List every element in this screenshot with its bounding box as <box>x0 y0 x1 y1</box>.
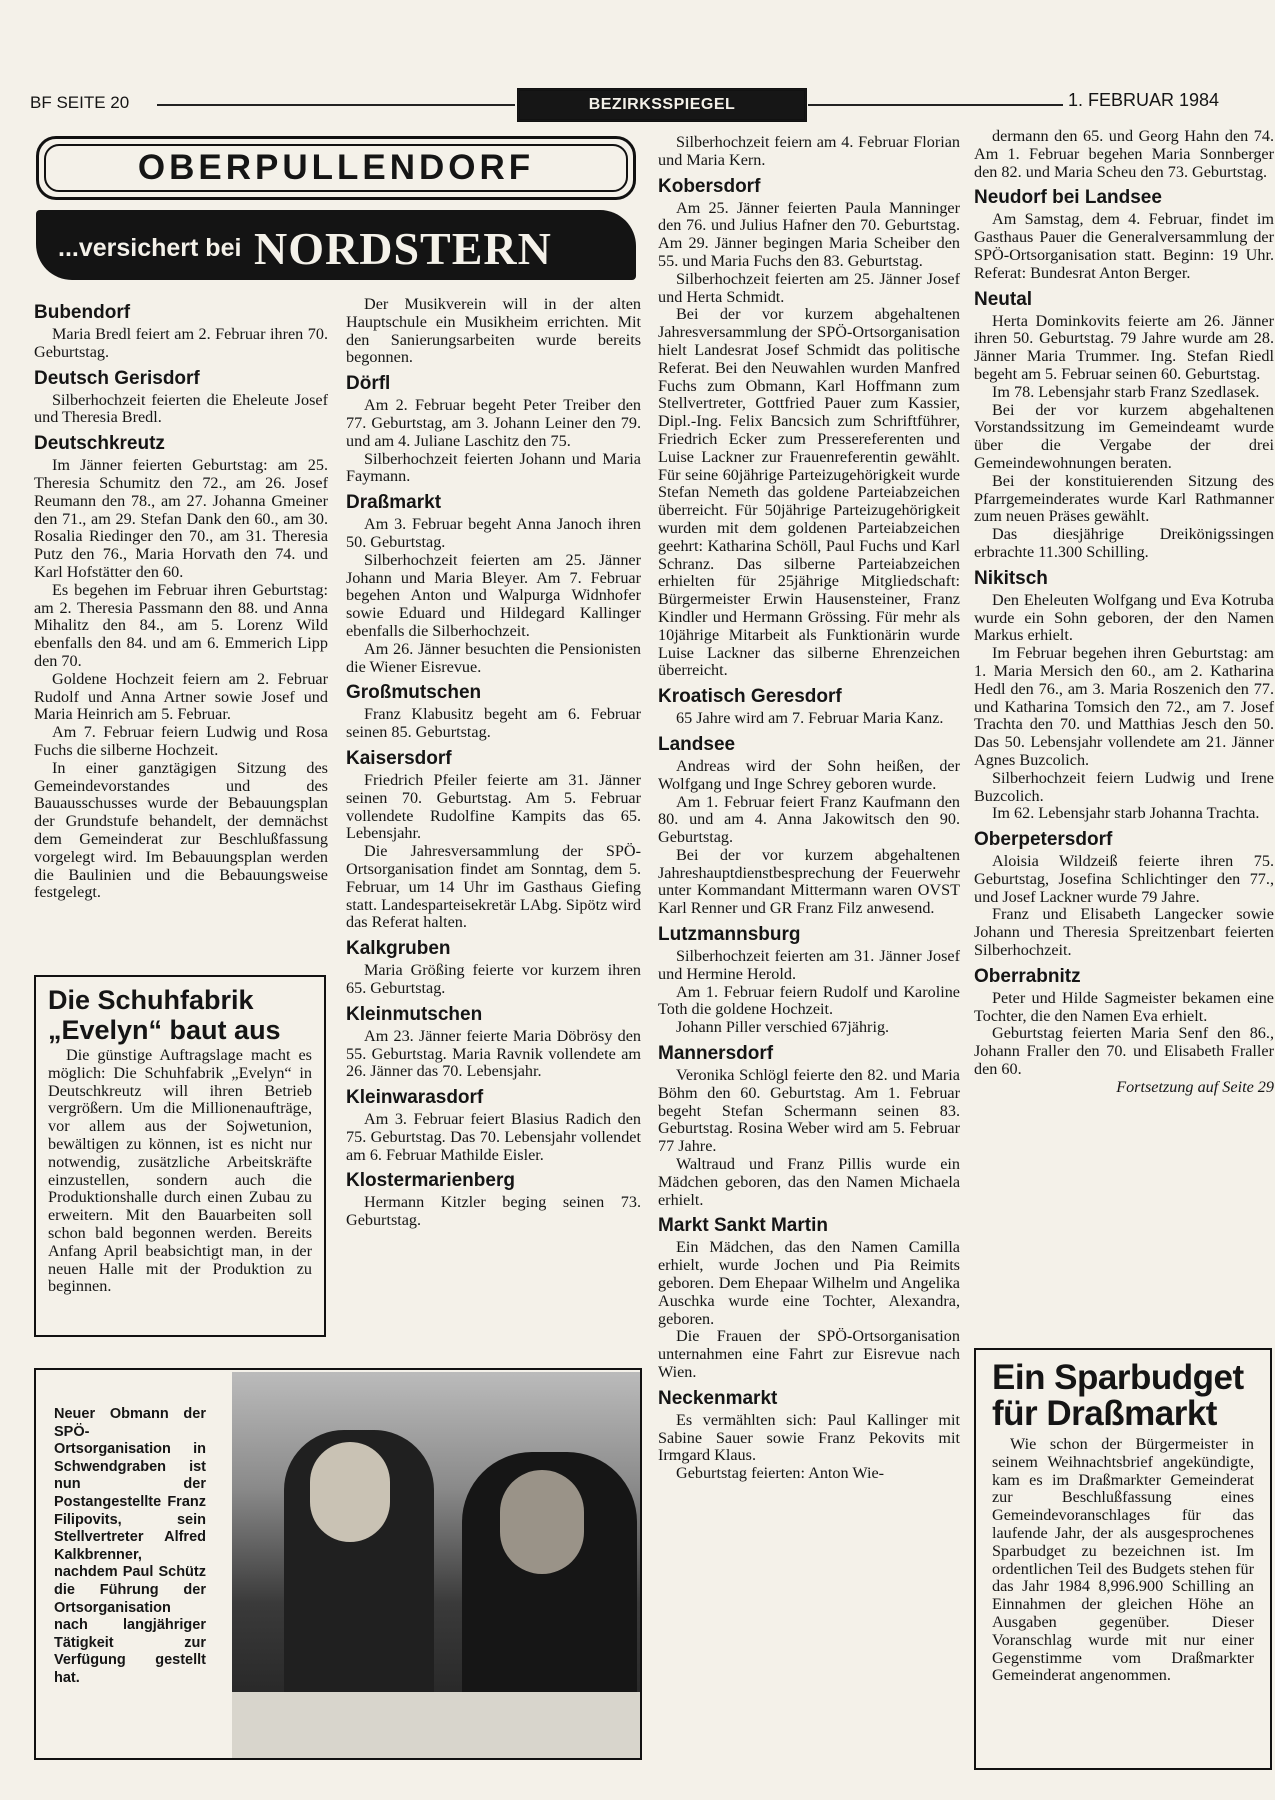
news-paragraph: Bei der vor kurzem abgehaltenen Vorstandssitzung im Gemeindeamt wurde über die Vergabe der drei Gemeindewohnungen beraten. <box>974 400 1274 472</box>
column-3 <box>658 134 960 1483</box>
district-title: OBERPULLENDORF <box>36 136 636 200</box>
locality-heading: Kaisersdorf <box>346 747 452 769</box>
photo-face-right <box>500 1470 584 1574</box>
locality-heading: Großmutschen <box>346 682 482 704</box>
news-paragraph: Im Februar begehen ihren Geburtstag: am 1. Maria Mersich den 60., am 2. Katharina Hedl den 76., am 3. Maria Roszenich den 77. und Katharina Tomsich den 72., am 7. Josef Trachta den 70. und Matthias Jesch den 50. Das 50. Lebensjahr vollendete am 21. Jänner Agnes Buzcolich. <box>974 644 1274 769</box>
header-rule-right <box>808 104 1063 106</box>
photo-table <box>232 1692 640 1758</box>
locality-heading: Dörfl <box>346 373 391 395</box>
locality-heading: Kobersdorf <box>658 175 761 197</box>
news-paragraph: Hermann Kitzler beging seinen 73. Geburtstag. <box>346 1193 641 1230</box>
locality-heading: Klostermarienberg <box>346 1170 515 1192</box>
news-paragraph: Silberhochzeit feiern Ludwig und Irene Buzcolich. <box>974 768 1274 805</box>
news-paragraph: Silberhochzeit feiern am 4. Februar Florian und Maria Kern. <box>658 133 960 169</box>
news-paragraph: Im 78. Lebensjahr starb Franz Szedlasek. <box>992 382 1260 401</box>
news-paragraph: Es begehen im Februar ihren Geburtstag: am 2. Theresia Passmann den 88. und Anna Mihalitz den 84., am 5. Lorenz Wild ebenfalls den 84. und am 6. Emmerich Lipp den 70. <box>34 580 328 670</box>
locality-heading: Deutsch Gerisdorf <box>34 367 200 389</box>
news-paragraph: Goldene Hochzeit feiern am 2. Februar Rudolf und Anna Artner sowie Josef und Maria Heinrich am 5. Februar. <box>34 669 328 724</box>
news-paragraph: Der Musikverein will in der alten Hauptschule ein Musikheim errichten. Mit den Sanierungsarbeiten wurde bereits begonnen. <box>346 295 641 367</box>
news-paragraph: Andreas wird der Sohn heißen, der Wolfgang und Inge Schrey geboren wurde. <box>658 756 960 793</box>
photo-box <box>34 1368 642 1760</box>
issue-date: 1. FEBRUAR 1984 <box>1068 90 1220 110</box>
locality-heading: Neutal <box>974 288 1033 310</box>
locality-heading: Oberrabnitz <box>974 965 1081 987</box>
header-rule-left <box>157 104 515 106</box>
news-paragraph: Am Samstag, dem 4. Februar, findet im Gasthaus Pauer die Generalversammlung der SPÖ-Ortsorganisation statt. Beginn: 19 Uhr. Referat: Bundesrat Anton Berger. <box>974 210 1274 282</box>
section-label: BEZIRKSSPIEGEL <box>517 88 807 122</box>
banner-prefix: ...versichert bei <box>58 234 242 262</box>
news-paragraph: Den Eheleuten Wolfgang und Eva Kotruba wurde ein Sohn geboren, der den Namen Markus erhielt. <box>974 590 1274 645</box>
news-paragraph: Am 3. Februar begeht Anna Janoch ihren 50. Geburtstag. <box>346 515 641 551</box>
news-paragraph: Am 26. Jänner besuchten die Pensionisten die Wiener Eisrevue. <box>346 639 641 676</box>
locality-heading: Lutzmannsburg <box>658 924 801 946</box>
locality-heading: Draßmarkt <box>346 492 442 514</box>
news-paragraph: Waltraud und Franz Pillis wurde ein Mädchen geboren, das den Namen Michaela erhielt. <box>658 1155 960 1209</box>
news-paragraph: Ein Mädchen, das den Namen Camilla erhielt, wurde Jochen und Pia Reimits geboren. Dem Ehepaar Wilhelm und Angelika Auschka wurde eine Tochter, Alexandra, geboren. <box>658 1238 960 1328</box>
continuation-note: Fortsetzung auf Seite 29 <box>1116 1077 1274 1096</box>
news-paragraph: In einer ganztägigen Sitzung des Gemeindevorstandes und des Bauausschusses wurde der Bebauungsplan der Grundstufe behandelt, der demnächst dem Gemeinderat zur Beschlußfassung vorgelegt wird. Im Bebauungsplan werden die Baulinien und die Bebauungsweise festgelegt. <box>34 758 328 902</box>
news-paragraph: Franz und Elisabeth Langecker sowie Johann und Theresia Spreitzenbart feierten Silberhochzeit. <box>974 905 1274 960</box>
column-1 <box>34 296 328 902</box>
news-paragraph: Die Frauen der SPÖ-Ortsorganisation unternahmen eine Fahrt zur Eisrevue nach Wien. <box>658 1327 960 1382</box>
locality-heading: Kroatisch Geresdorf <box>658 686 842 708</box>
sponsor-banner <box>36 210 636 280</box>
news-paragraph: Das diesjährige Dreikönigssingen erbrachte 11.300 Schilling. <box>974 525 1274 561</box>
news-paragraph: Im 62. Lebensjahr starb Johanna Trachta. <box>992 804 1260 823</box>
locality-heading: Landsee <box>658 733 736 755</box>
news-paragraph: dermann den 65. und Georg Hahn den 74. Am 1. Februar begehen Maria Sonnberger den 82. und Maria Scheu den 73. Geburtstag. <box>974 127 1274 181</box>
news-paragraph: Am 7. Februar feiern Ludwig und Rosa Fuchs die silberne Hochzeit. <box>34 723 328 759</box>
news-paragraph: Am 3. Februar feiert Blasius Radich den 75. Geburtstag. Das 70. Lebensjahr vollendet am 6. Februar Mathilde Eisler. <box>346 1110 641 1164</box>
news-paragraph: Geburtstag feierten: Anton Wie- <box>676 1464 885 1483</box>
photo-caption: Neuer Obmann der SPÖ-Ortsorganisation in Schwendgraben ist nun der Postangestellte Franz Filipovits, sein Stellvertreter Alfred Kalkbrenner, nachdem Paul Schütz die Führung der Ortsorganisation nach langjähriger Tätigkeit zur Verfügung gestellt hat. <box>54 1406 206 1686</box>
news-paragraph: Silberhochzeit feierten am 25. Jänner Josef und Herta Schmidt. <box>658 269 960 306</box>
news-paragraph: Veronika Schlögl feierte den 82. und Maria Böhm den 60. Geburtstag. Am 1. Februar begeht Stefan Schermann seinen 83. Geburtstag. Rosina Weber wird am 5. Februar 77 Jahre. <box>658 1066 960 1156</box>
article-box-sparbudget <box>974 1348 1272 1770</box>
photo <box>232 1372 640 1758</box>
news-paragraph: Bei der vor kurzem abgehaltenen Jahreshauptdienstbesprechung der Feuerwehr unter Kommandant Mittermann waren OVST Karl Renner und GR Franz Filz anwesend. <box>658 845 960 918</box>
news-paragraph: Silberhochzeit feierten Johann und Maria Faymann. <box>346 449 641 486</box>
column-2 <box>346 296 641 1230</box>
news-paragraph: Silberhochzeit feierten die Eheleute Josef und Theresia Bredl. <box>34 390 328 427</box>
news-paragraph: 65 Jahre wird am 7. Februar Maria Kanz. <box>676 709 944 728</box>
news-paragraph: Franz Klabusitz begeht am 6. Februar seinen 85. Geburtstag. <box>346 705 641 742</box>
locality-heading: Nikitsch <box>974 567 1048 589</box>
page-number: BF SEITE 20 <box>30 93 130 112</box>
news-paragraph: Maria Bredl feiert am 2. Februar ihren 70. Geburtstag. <box>34 325 328 361</box>
news-paragraph: Es vermählten sich: Paul Kallinger mit Sabine Sauer sowie Franz Pekovits mit Irmgard Klaus. <box>658 1410 960 1465</box>
news-paragraph: Peter und Hilde Sagmeister bekamen eine Tochter, die den Namen Eva erhielt. <box>974 988 1274 1025</box>
news-paragraph: Am 23. Jänner feierte Maria Döbrösy den 55. Geburtstag. Maria Ravnik vollendete am 26. Jänner das 70. Lebensjahr. <box>346 1026 641 1081</box>
article-box-title: Die Schuhfabrik „Evelyn“ baut aus <box>48 985 281 1045</box>
banner-sponsor-name: NORDSTERN <box>254 223 552 274</box>
locality-heading: Oberpetersdorf <box>974 829 1113 851</box>
locality-heading: Kleinwarasdorf <box>346 1087 484 1109</box>
article-box-title: Ein Sparbudget für Draßmarkt <box>992 1358 1244 1433</box>
article-box-text: Die günstige Auftragslage macht es möglich: Die Schuhfabrik „Evelyn“ in Deutschkreutz will ihren Betrieb vergrößern. Um die Millionenaufträge, vor allem aus der Sojwetunion, bewältigen zu können, ist es nicht nur notwendig, zusätzliche Arbeitskräfte einzustellen, sondern auch die Produktionshalle durch einen Zubau zu erweitern. Mit den Bauarbeiten soll schon bald begonnen werden. Bereits Anfang April beabsichtigt man, in der neuen Halle mit der Produktion zu beginnen. <box>48 1046 312 1296</box>
article-box-text: Wie schon der Bürgermeister in seinem Weihnachtsbrief angekündigte, kam es im Draßmarkter Gemeinderat zur Beschlußfassung eines Gemeindevoranschlages für das laufende Jahr, der als ausgesprochenes Sparbudget zu bezeichnen ist. Im ordentlichen Teil des Budgets stehen für das Jahr 1984 8,996.900 Schilling an Einnahmen der gleichen Höhe an Ausgaben gegenüber. Dieser Voranschlag wurde mit nur einer Gegenstimme vom Draßmarkter Gemeinderat angenommen. <box>992 1435 1254 1685</box>
news-paragraph: Friedrich Pfeiler feierte am 31. Jänner seinen 70. Geburtstag. Am 5. Februar vollendete Rudolfine Kampits das 65. Lebensjahr. <box>346 770 641 843</box>
news-paragraph: Am 1. Februar feiert Franz Kaufmann den 80. und am 4. Anna Jakowitsch den 90. Geburtstag. <box>658 792 960 847</box>
news-paragraph: Bei der vor kurzem abgehaltenen Jahresversammlung der SPÖ-Ortsorganisation hielt Landesrat Josef Schmidt das politische Referat. Bei den Neuwahlen wurden Manfred Fuchs zum Obmann, Karl Hoffmann zum Stellvertreter, Gottfried Pauer zum Kassier, Dipl.-Ing. Felix Bancsich zum Schriftführer, Friedrich Ecker zum Pressereferenten und Luise Lackner zur Frauenreferentin gewählt. Für seine 60jährige Parteizugehörigkeit wurde Stefan Nemeth das goldene Parteiabzeichen überreicht. Für 50jährige Parteizugehörigkeit wurden mit dem goldenen Parteiabzeichen geehrt: Katharina Schöll, Paul Fuchs und Karl Schranz. Das silberne Parteiabzeichen erhielten für 25jährige Mitgliedschaft: Bürgermeister Erwin Hausensteiner, Franz Kindler und Hermann Grössing. Für mehr als 10jährige Mitarbeit als Funktionärin wurde Luise Lackner das silberne Ehrenzeichen überreicht. <box>658 305 960 680</box>
news-paragraph: Maria Größing feierte vor kurzem ihren 65. Geburtstag. <box>346 961 641 997</box>
news-paragraph: Am 25. Jänner feierten Paula Manninger den 76. und Julius Hafner den 70. Geburtstag. Am 29. Jänner begingen Maria Scheiber den 55. und Maria Fuchs den 83. Geburtstag. <box>658 198 960 270</box>
news-paragraph: Im Jänner feierten Geburtstag: am 25. Theresia Schumitz den 72., am 26. Josef Reumann den 78., am 27. Johanna Gmeiner den 71., am 29. Stefan Dank den 60., am 30. Rosalia Riedinger den 70., am 31. Theresia Putz den 76., Maria Horvath den 74. und Karl Hofstätter den 60. <box>34 456 328 581</box>
news-paragraph: Silberhochzeit feierten am 31. Jänner Josef und Hermine Herold. <box>658 947 960 983</box>
locality-heading: Kleinmutschen <box>346 1003 483 1025</box>
news-paragraph: Am 2. Februar begeht Peter Treiber den 77. Geburtstag, am 3. Johann Leiner den 79. und am 4. Juliane Laschitz den 75. <box>346 396 641 450</box>
article-box-schuhfabrik <box>34 975 326 1337</box>
news-paragraph: Johann Piller verschied 67jährig. <box>676 1018 890 1037</box>
locality-heading: Bubendorf <box>34 302 131 323</box>
locality-heading: Markt Sankt Martin <box>658 1215 828 1237</box>
locality-heading: Neudorf bei Landsee <box>974 187 1162 209</box>
column-4 <box>974 128 1274 1097</box>
news-paragraph: Geburtstag feierten Maria Senf den 86., Johann Fraller den 70. und Elisabeth Fraller den 60. <box>974 1024 1274 1079</box>
locality-heading: Kalkgruben <box>346 938 451 960</box>
news-paragraph: Die Jahresversammlung der SPÖ-Ortsorganisation findet am Sonntag, dem 5. Februar, um 14 Uhr im Gasthaus Giefing statt. Landesparteisekretär LAbg. Sipötz wird das Referat halten. <box>346 842 641 932</box>
news-paragraph: Am 1. Februar feiern Rudolf und Karoline Toth die goldene Hochzeit. <box>658 982 960 1019</box>
news-paragraph: Herta Dominkovits feierte am 26. Jänner ihren 50. Geburtstag. 79 Jahre wurde am 28. Jänner Maria Trummer. Ing. Stefan Riedl begeht am 5. Februar seinen 60. Geburtstag. <box>974 311 1274 383</box>
locality-heading: Neckenmarkt <box>658 1387 778 1409</box>
news-paragraph: Bei der konstituierenden Sitzung des Pfarrgemeinderates wurde Karl Rathmanner zum neuen Präses gewählt. <box>974 471 1274 526</box>
photo-face-left <box>310 1442 390 1542</box>
news-paragraph: Aloisia Wildzeiß feierte ihren 75. Geburtstag, Josefina Schlichtinger den 77., und Josef Lackner wurde 79 Jahre. <box>974 852 1274 906</box>
news-paragraph: Silberhochzeit feierten am 25. Jänner Johann und Maria Bleyer. Am 7. Februar begehen Anton und Walpurga Widnhofer sowie Eduard und Hildegard Kallinger ebenfalls die Silberhochzeit. <box>346 550 641 640</box>
locality-heading: Deutschkreutz <box>34 433 165 455</box>
locality-heading: Mannersdorf <box>658 1043 774 1065</box>
